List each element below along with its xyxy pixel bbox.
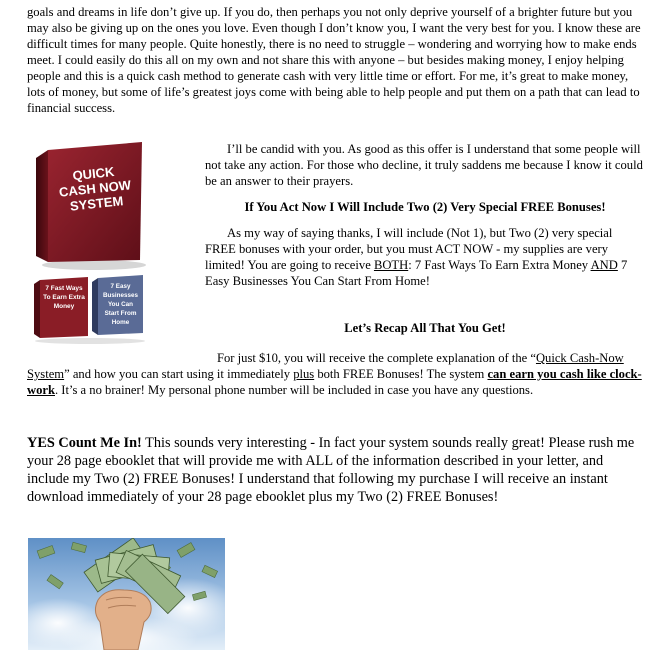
order-confirmation-paragraph xyxy=(27,434,642,506)
thanks-text-b: : 7 Fast Ways To Earn Extra Money xyxy=(408,258,591,272)
price-text-a: For just $10, you will receive the complete explanation of the “ xyxy=(217,351,536,365)
bonus1-ebook-title: 7 Fast Ways To Earn Extra Money xyxy=(43,285,85,310)
system-name-link[interactable]: Quick Cash-Now System xyxy=(27,351,624,381)
intro-paragraph: goals and dreams in life don’t give up. If you do, then perhaps you not only deprive yourself of a brighter future but you may also be giving up on the ones you love. Even though I don’t know you, I want the very best for you. I know these are difficult times for many people. Quite honestly, there is no need to struggle – wondering and worrying how to make ends meet. I could easily do this all on my own and not share this with anyone – but besides making money, I enjoy helping people and this is a quick cash method to generate cash with very little time or effort. For me, it’s great to make money, lots of money, but some of life’s greatest joys come with being able to help people and put them on a path that can lead to financial success. xyxy=(27,5,641,115)
thanks-paragraph xyxy=(205,225,645,289)
money-hand-illustration xyxy=(28,538,225,650)
main-ebook-title: QUICK CASH NOW SYSTEM xyxy=(58,163,132,214)
ebook-covers xyxy=(30,136,150,346)
price-bold-claim: can earn you cash like clock-work xyxy=(27,367,642,397)
recap-heading: Let’s Recap All That You Get! xyxy=(344,321,506,335)
thanks-text-c: 7 Easy Businesses You Can Start From Home! xyxy=(205,258,628,288)
bonus-heading: If You Act Now I Will Include Two (2) Very Special FREE Bonuses! xyxy=(244,200,606,214)
price-text-b: ” and how you can start using it immediately xyxy=(64,367,294,381)
thanks-text-a: As my way of saying thanks, I will include (Not 1), but Two (2) very special FREE bonuses with your order, but you must ACT NOW - my supplies are very limited! You are going to receive xyxy=(205,226,613,272)
price-plus: plus xyxy=(293,367,315,381)
price-text-c: both FREE Bonuses! The system xyxy=(314,367,488,381)
yes-count-me-in: YES Count Me In! xyxy=(27,435,142,451)
main-ebook-spine xyxy=(36,150,48,262)
money-in-hand-image xyxy=(28,538,225,650)
thanks-and: AND xyxy=(590,258,618,272)
order-confirmation-text: This sounds very interesting - In fact your system sounds really great! Please rush me your 28 page ebooklet that will provide me with ALL of the information described in your letter, and include my Two (2) FREE Bonuses! I understand that following my purchase I will receive an instant download immediately of your 28 page ebooklet plus my Two (2) FREE Bonuses! xyxy=(27,435,635,505)
price-text-d: . It’s a no brainer! My personal phone number will be included in case you have any questions. xyxy=(55,383,534,397)
candid-paragraph: I’ll be candid with you. As good as this offer is I understand that some people will not take any action. For those who decline, it truly saddens me because I know it could be an answer to their prayers. xyxy=(205,142,643,188)
bonus2-ebook-title: 7 Easy Businesses You Can Start From Home xyxy=(102,283,138,326)
offer-text-column xyxy=(205,141,645,289)
price-paragraph xyxy=(27,350,645,398)
thanks-both: BOTH xyxy=(373,258,409,272)
